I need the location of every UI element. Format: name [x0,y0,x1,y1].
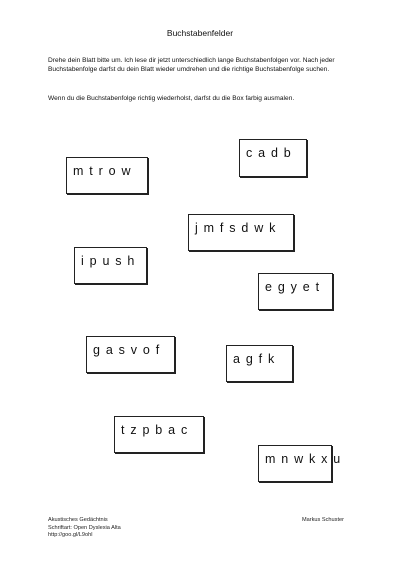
page-title: Buchstabenfelder [166,28,234,38]
letter-box-1-text: c a d b [246,146,292,160]
letter-box-8 [114,416,204,453]
letter-box-5 [258,273,333,310]
letter-box-6 [86,336,175,373]
letter-box-3-text: j m f s d w k [195,221,277,235]
letter-box-8-text: t z p b a c [121,423,189,437]
instruction-paragraph-2: Wenn du die Buchstabenfolge richtig wiederholst, darfst du die Box farbig ausmalen. [48,95,295,102]
letter-box-2-text: m t r o w [73,164,132,178]
footer-link[interactable]: http://goo.gl/L9ohl [48,532,93,539]
footer-left [48,517,121,540]
letter-box-4 [74,247,147,284]
footer-font: Schriftart: Open Dyslexia Alta [48,524,121,531]
letter-box-7-text: a g f k [233,352,276,366]
letter-box-9-text: m n w k x u [265,452,342,466]
letter-box-1 [239,139,307,177]
footer-author: Markus Schuster [302,517,344,523]
letter-box-5-text: e g y e t [265,280,321,294]
letter-box-6-text: g a s v o f [93,343,161,357]
letter-box-2 [66,157,148,194]
instruction-paragraph-1: Drehe dein Blatt bitte um. Ich lese dir jetzt unterschiedlich lange Buchstabenfolgen vor. Nach jeder Buchstabenfolge darfst du dein Blatt wieder umdrehen und die richtige Buchstabenfolge suchen. [48,57,335,73]
footer-subject: Akustisches Gedächtnis [48,517,108,523]
letter-box-4-text: i p u s h [81,254,136,268]
letter-box-9 [258,445,342,482]
letter-box-7 [226,345,293,382]
letter-box-3 [188,214,294,251]
